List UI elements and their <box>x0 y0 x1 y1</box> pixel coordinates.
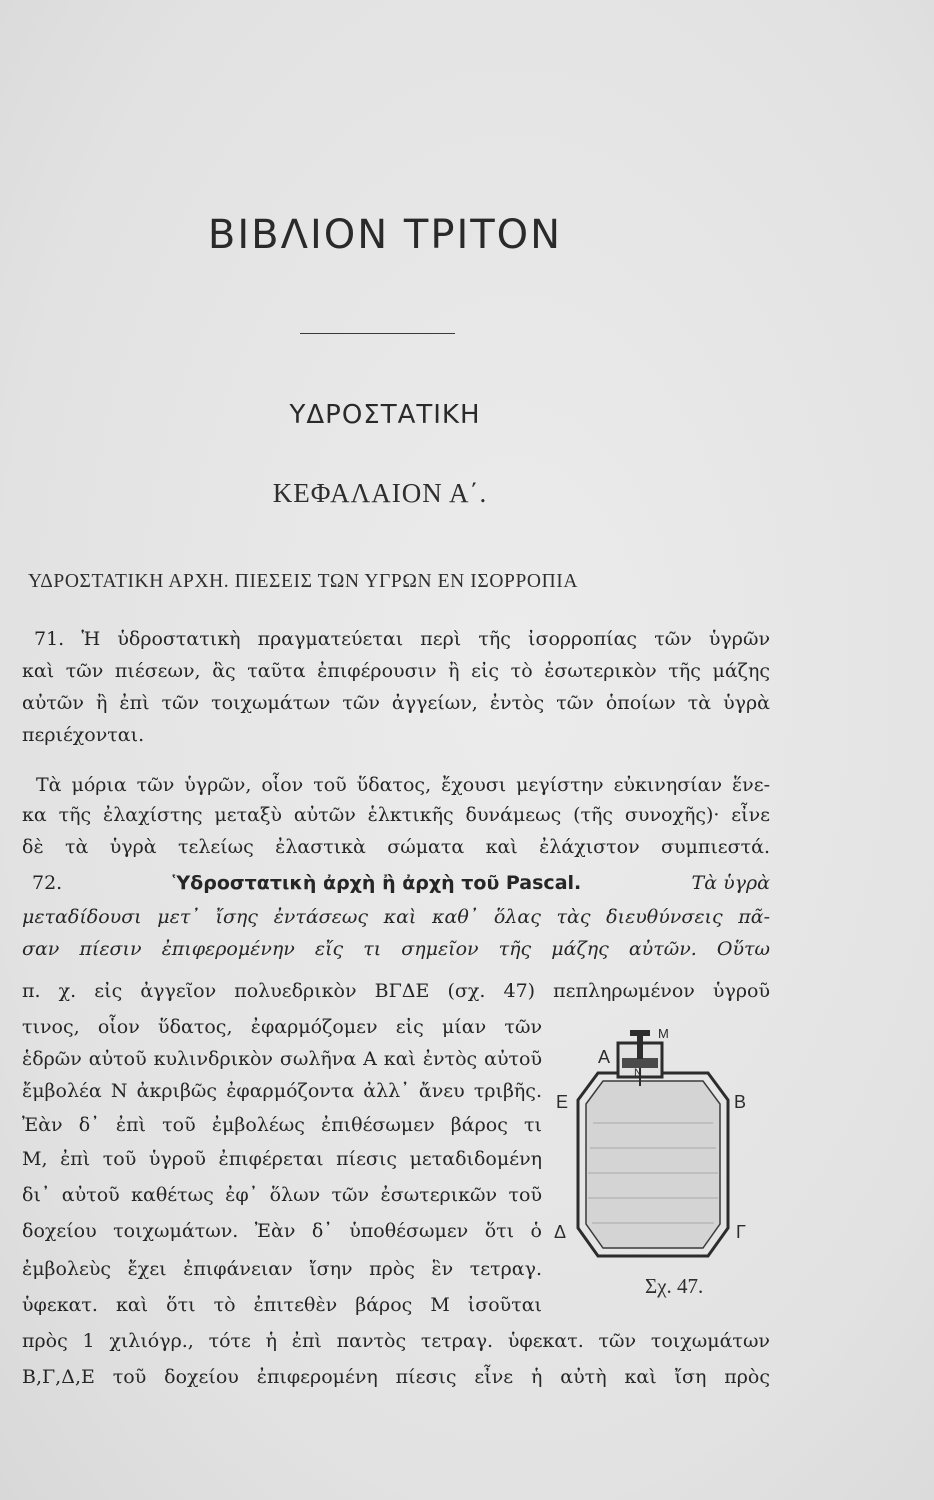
label-n: Ν <box>634 1067 642 1079</box>
text-line: δὲ τὰ ὑγρὰ τελείως ἐλαστικὰ σώματα καὶ ἐλάχιστον συμπιεστά. <box>22 836 770 858</box>
text-line: κα τῆς ἐλαχίστης μεταξὺ αὐτῶν ἑλκτικῆς δυνάμεως (τῆς συνοχῆς)· εἶνε <box>22 804 770 826</box>
text-line: ἔμβολέα Ν ἀκριβῶς ἐφαρμόζοντα ἀλλ᾽ ἄνευ τριβῆς. <box>22 1080 542 1102</box>
text-line: αὐτῶν ἢ ἐπὶ τῶν τοιχωμάτων τῶν ἀγγείων, ἐντὸς τῶν ὁποίων τὰ ὑγρὰ <box>22 692 770 714</box>
figure-caption: Σχ. 47. <box>645 1274 704 1298</box>
chapter-subtitle: ΥΔΡΟΣΤΑΤΙΚΗ ΑΡΧΗ. ΠΙΕΣΕΙΣ ΤΩΝ ΥΓΡΩΝ ΕΝ ΙΣΟΡΡΟΠΙΑ <box>28 571 579 592</box>
text-line: Β,Γ,Δ,Ε τοῦ δοχείου ἐπιφερομένη πίεσις εἶνε ἡ αὐτὴ καὶ ἴση πρὸς <box>22 1366 770 1388</box>
paragraph-heading: Ὑδροστατικὴ ἀρχὴ ἢ ἀρχὴ τοῦ Pascal. <box>172 872 582 894</box>
paragraph-number: 72. <box>32 872 63 894</box>
text-line: ἑδρῶν αὐτοῦ κυλινδρικὸν σωλῆνα Α καὶ ἐντὸς αὐτοῦ <box>22 1048 542 1070</box>
paragraph-72-heading <box>22 868 770 898</box>
label-b: Β <box>734 1092 747 1112</box>
title-divider-rule <box>300 333 455 334</box>
text-line: πρὸς 1 χιλιόγρ., τότε ἡ ἐπὶ παντὸς τετραγ. ὑφεκατ. τῶν τοιχωμάτων <box>22 1330 770 1352</box>
label-delta: Δ <box>554 1222 567 1242</box>
text-line: Τὰ μόρια τῶν ὑγρῶν, οἷον τοῦ ὕδατος, ἔχουσι μεγίστην εὐκινησίαν ἕνε- <box>36 774 770 796</box>
text-line: δοχείου τοιχωμάτων. Ἐὰν δ᾽ ὑποθέσωμεν ὅτι ὁ <box>22 1220 542 1242</box>
label-e: Ε <box>556 1092 569 1112</box>
text-line: π. χ. εἰς ἀγγεῖον πολυεδρικὸν ΒΓΔΕ (σχ. 47) πεπληρωμένον ὑγροῦ <box>22 980 770 1002</box>
label-a: Α <box>598 1047 611 1067</box>
text-line: καὶ τῶν πιέσεων, ἃς ταῦτα ἐπιφέρουσιν ἢ εἰς τὸ ἐσωτερικὸν τῆς μάζης <box>22 660 770 682</box>
text-line: περιέχονται. <box>22 724 145 746</box>
text-line: 71. Ἡ ὑδροστατικὴ πραγματεύεται περὶ τῆς ἰσορροπίας τῶν ὑγρῶν <box>34 628 770 650</box>
section-title: ΥΔΡΟΣΤΑΤΙΚΗ <box>289 400 481 430</box>
hexagonal-vessel-diagram <box>548 1028 758 1288</box>
label-m: Μ <box>658 1028 669 1041</box>
piston-rod <box>637 1032 643 1059</box>
text-line: δι᾽ αὐτοῦ καθέτως ἐφ᾽ ὅλων τῶν ἐσωτερικῶν τοῦ <box>22 1184 542 1206</box>
text-line: τινος, οἷον ὕδατος, ἐφαρμόζομεν εἰς μίαν τῶν <box>22 1016 542 1038</box>
paragraph-heading-continuation: Τὰ ὑγρὰ <box>691 872 770 894</box>
text-line: ἐμβολεὺς ἔχει ἐπιφάνειαν ἴσην πρὸς ἓν τετραγ. <box>22 1258 542 1280</box>
text-line: ὑφεκατ. καὶ ὅτι τὸ ἐπιτεθὲν βάρος Μ ἰσοῦται <box>22 1294 542 1316</box>
weight <box>630 1030 650 1036</box>
text-line: Μ, ἐπὶ τοῦ ὑγροῦ ἐπιφέρεται πίεσις μεταδιδομένη <box>22 1148 542 1170</box>
book-title: ΒΙΒΛΙΟΝ ΤΡΙΤΟΝ <box>207 212 563 258</box>
text-line: μεταδίδουσι μετ᾽ ἴσης ἐντάσεως καὶ καθ᾽ ὅλας τὰς διευθύνσεις πᾶ- <box>22 906 770 928</box>
label-gamma: Γ <box>736 1222 746 1242</box>
text-line: σαν πίεσιν ἐπιφερομένην εἴς τι σημεῖον τῆς μάζης αὐτῶν. Οὕτω <box>22 938 770 960</box>
text-line: Ἐὰν δ᾽ ἐπὶ τοῦ ἐμβολέως ἐπιθέσωμεν βάρος τι <box>22 1114 542 1136</box>
chapter-heading: ΚΕΦΑΛΑΙΟΝ Α΄. <box>272 478 488 508</box>
figure-47 <box>548 1028 758 1298</box>
